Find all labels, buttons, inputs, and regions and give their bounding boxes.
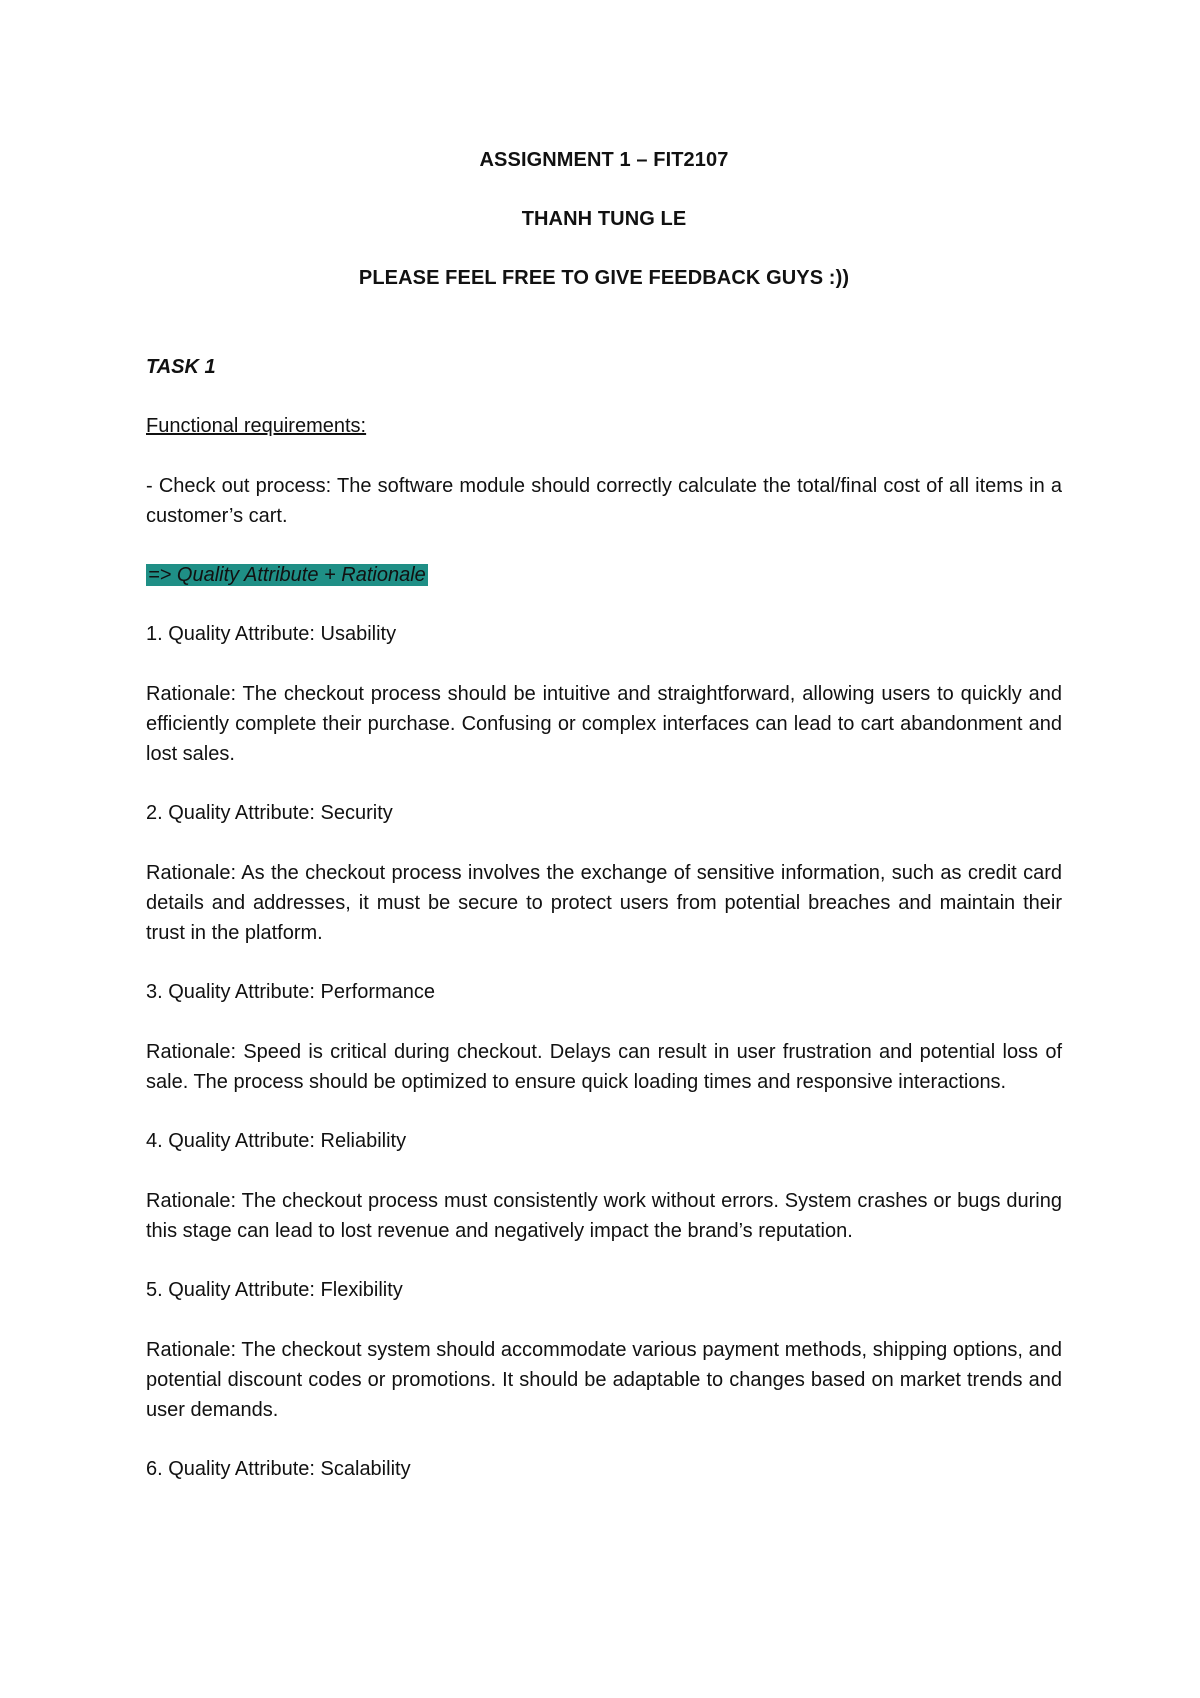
feedback-note: PLEASE FEEL FREE TO GIVE FEEDBACK GUYS :)) xyxy=(358,267,850,289)
rationale-performance: Rationale: Speed is critical during checkout. Delays can result in user frustration and potential loss of sale. The process should be optimized to ensure quick loading times and responsive interactions. xyxy=(146,1041,1062,1093)
task-heading: TASK 1 xyxy=(146,356,216,378)
section-heading: Functional requirements: xyxy=(146,415,367,437)
attribute-title-usability: 1. Quality Attribute: Usability xyxy=(146,623,397,645)
rationale-flexibility: Rationale: The checkout system should accommodate various payment methods, shipping options, and potential discount codes or promotions. It should be adaptable to changes based on market trends and user demands. xyxy=(146,1339,1062,1421)
rationale-security: Rationale: As the checkout process involves the exchange of sensitive information, such as credit card details and addresses, it must be secure to protect users from potential breaches and maintain their trust in the platform. xyxy=(146,862,1062,944)
author-name: THANH TUNG LE xyxy=(521,208,687,230)
highlighted-label: => Quality Attribute + Rationale xyxy=(148,564,426,586)
attribute-title-security: 2. Quality Attribute: Security xyxy=(146,802,393,824)
rationale-reliability: Rationale: The checkout process must consistently work without errors. System crashes or bugs during this stage can lead to lost revenue and negatively impact the brand’s reputation. xyxy=(146,1190,1062,1242)
document-title: ASSIGNMENT 1 – FIT2107 xyxy=(479,149,729,171)
attribute-title-reliability: 4. Quality Attribute: Reliability xyxy=(146,1130,407,1152)
attribute-title-performance: 3. Quality Attribute: Performance xyxy=(146,981,436,1003)
attribute-title-flexibility: 5. Quality Attribute: Flexibility xyxy=(146,1279,403,1301)
rationale-usability: Rationale: The checkout process should be intuitive and straightforward, allowing users to quickly and efficiently complete their purchase. Confusing or complex interfaces can lead to cart abandonment and lost sales. xyxy=(146,683,1062,765)
requirement-paragraph: - Check out process: The software module should correctly calculate the total/final cost of all items in a customer’s cart. xyxy=(146,475,1062,527)
highlight-line xyxy=(146,561,1062,589)
attribute-title-scalability: 6. Quality Attribute: Scalability xyxy=(146,1458,411,1480)
